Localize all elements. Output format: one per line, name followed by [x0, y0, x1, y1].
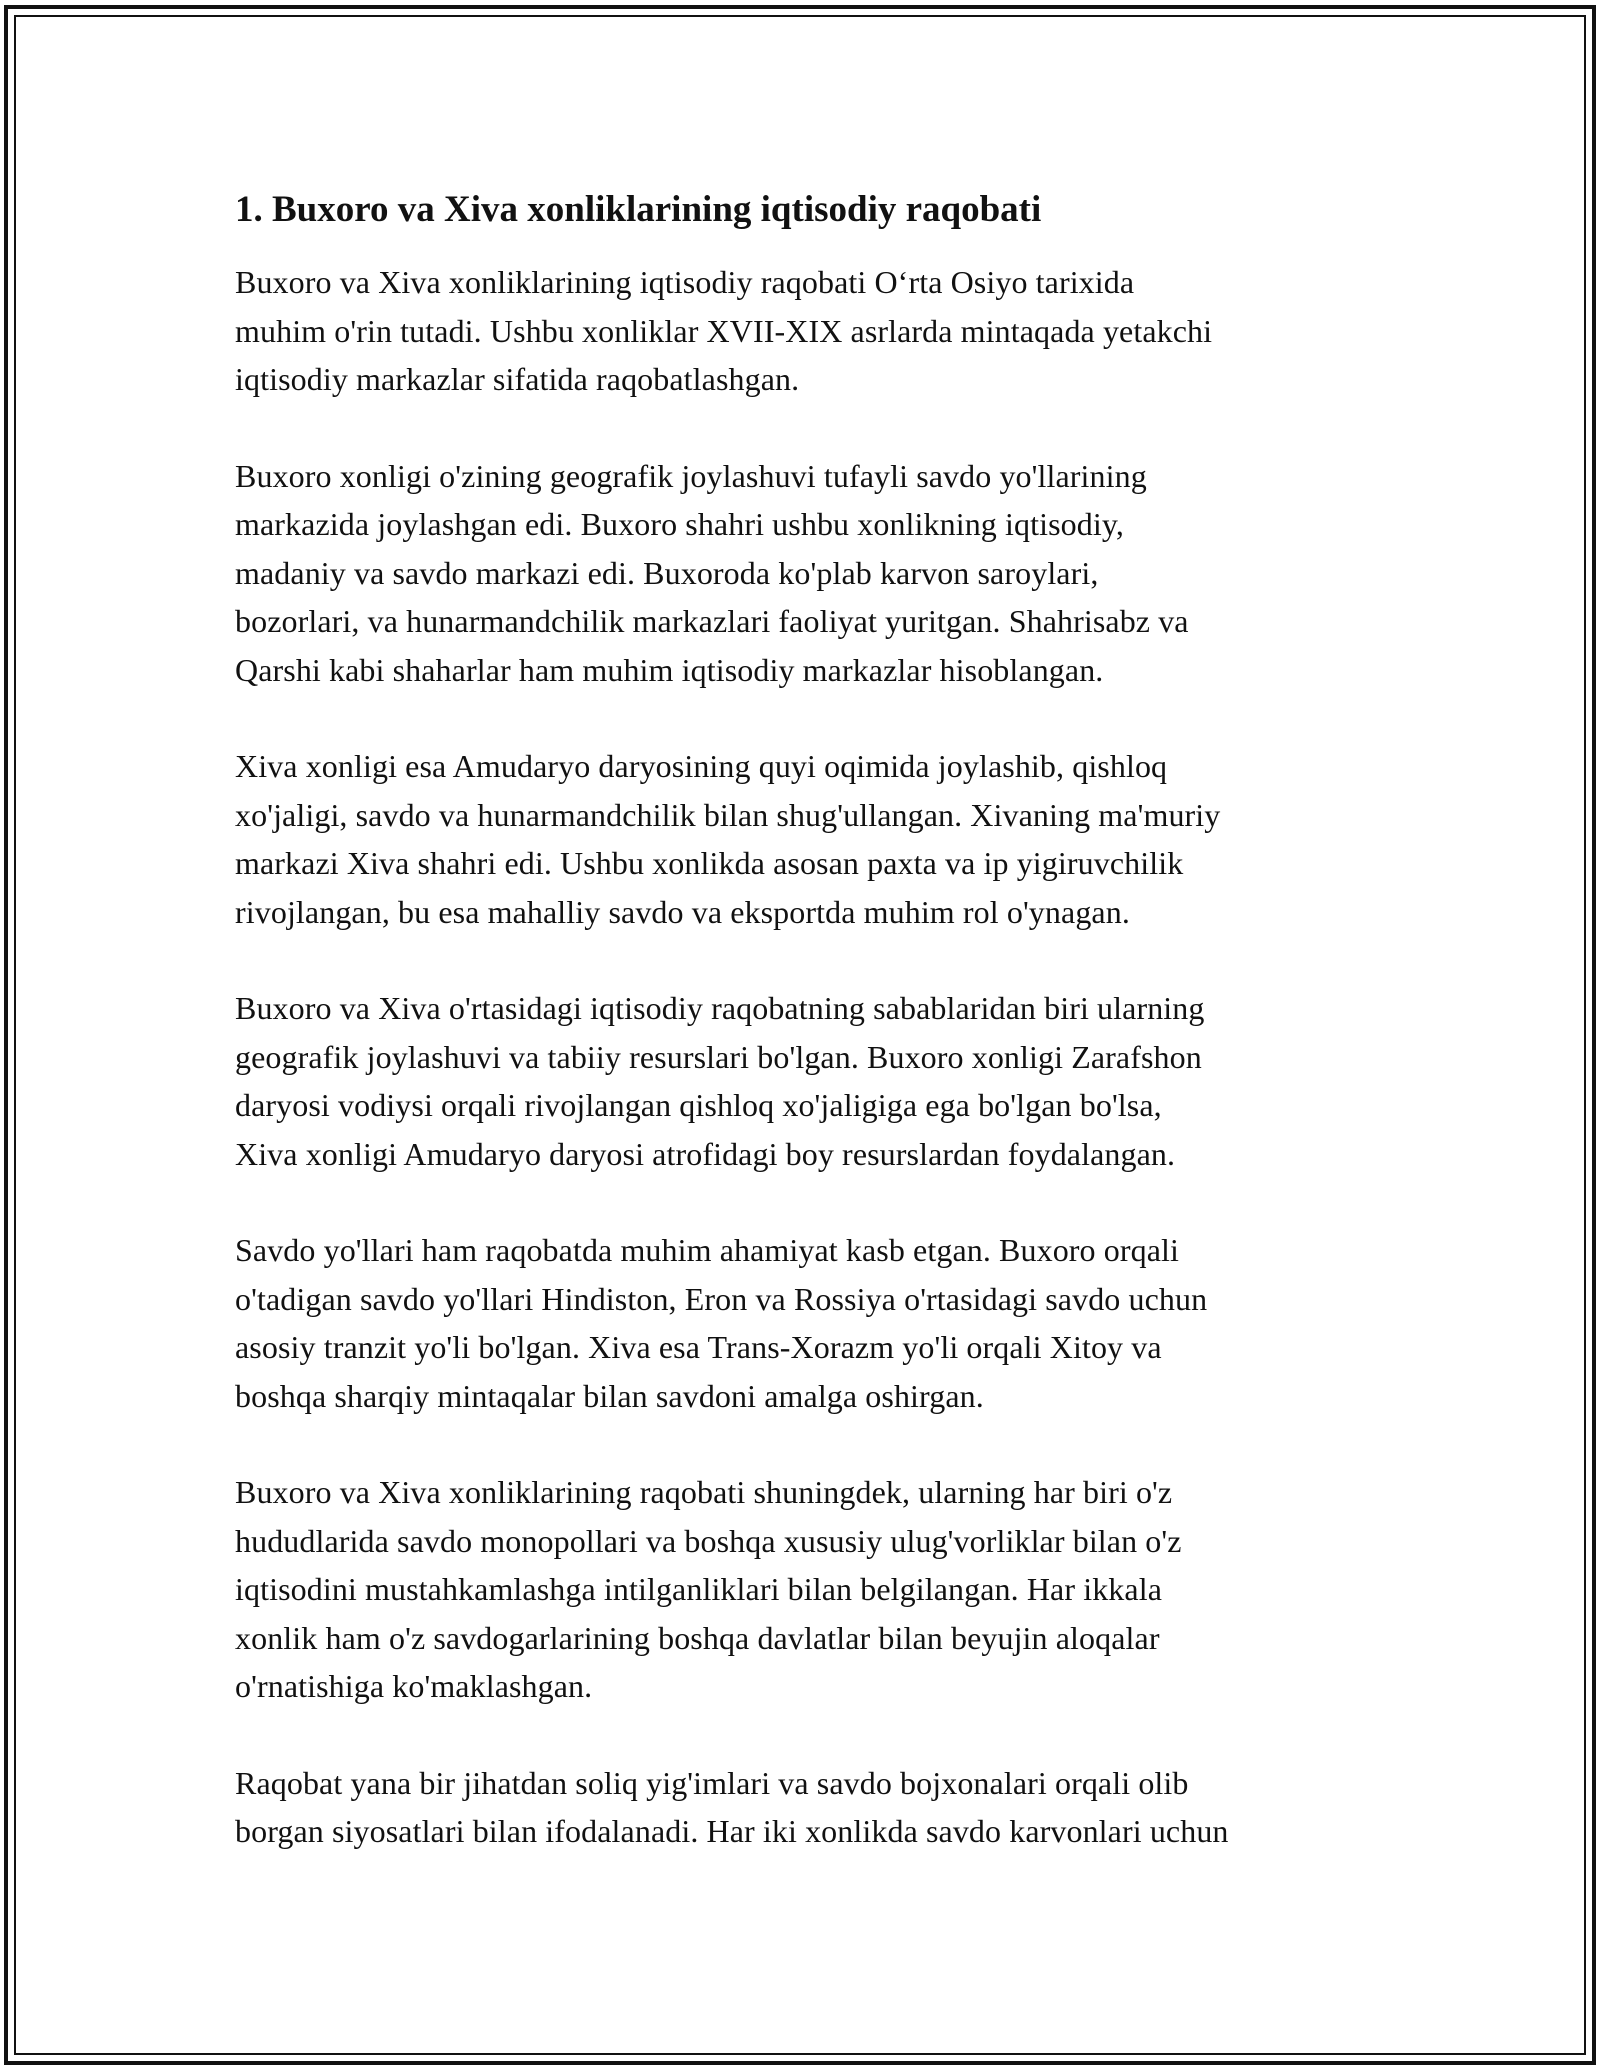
text-line: geografik joylashuvi va tabiiy resurslari bo'lgan. Buxoro xonligi Zarafshon — [235, 1038, 1202, 1075]
text-line: markazi Xiva shahri edi. Ushbu xonlikda asosan paxta va ip yigiruvchilik — [235, 845, 1184, 881]
text-line: Qarshi kabi shaharlar ham muhim iqtisodiy markazlar hisoblangan. — [235, 651, 1104, 688]
text-line: borgan siyosatlari bilan ifodalanadi. Har iki xonlikda savdo karvonlari uchun — [235, 1813, 1229, 1849]
paragraph-6 — [235, 1468, 1385, 1711]
text-line: markazida joylashgan edi. Buxoro shahri ushbu xonlikning iqtisodiy, — [235, 506, 1124, 542]
text-line: Raqobat yana bir jihatdan soliq yig'imlari va savdo bojxonalari orqali olib — [235, 1764, 1189, 1801]
paragraph-7 — [235, 1759, 1385, 1856]
document-body — [235, 186, 1385, 1904]
text-line: Buxoro va Xiva xonliklarining iqtisodiy raqobati O‘rta Osiyo tarixida — [235, 264, 1135, 300]
paragraph-3 — [235, 742, 1385, 936]
document-title: 1. Buxoro va Xiva xonliklarining iqtisodiy raqobati — [235, 189, 1042, 230]
text-line: iqtisodiy markazlar sifatida raqobatlashgan. — [235, 361, 800, 397]
text-line: muhim o'rin tutadi. Ushbu xonliklar XVII-XIX asrlarda mintaqada yetakchi — [235, 312, 1213, 349]
paragraph-1 — [235, 258, 1385, 404]
text-line: Xiva xonligi Amudaryo daryosi atrofidagi boy resurslardan foydalangan. — [235, 1135, 1176, 1172]
paragraph-4 — [235, 984, 1385, 1178]
text-line: Buxoro xonligi o'zining geografik joylashuvi tufayli savdo yo'llarining — [235, 457, 1147, 494]
text-line: boshqa sharqiy mintaqalar bilan savdoni amalga oshirgan. — [235, 1377, 984, 1414]
text-line: madaniy va savdo markazi edi. Buxoroda ko'plab karvon saroylari, — [235, 554, 1099, 591]
text-line: o'rnatishiga ko'maklashgan. — [235, 1668, 593, 1704]
text-line: Savdo yo'llari ham raqobatda muhim ahamiyat kasb etgan. Buxoro orqali — [235, 1232, 1179, 1268]
text-line: Xiva xonligi esa Amudaryo daryosining quyi oqimida joylashib, qishloq — [235, 748, 1168, 784]
text-line: asosiy tranzit yo'li bo'lgan. Xiva esa Trans-Xorazm yo'li orqali Xitoy va — [235, 1329, 1162, 1365]
text-line: Buxoro va Xiva xonliklarining raqobati shuningdek, ularning har biri o'z — [235, 1474, 1173, 1510]
text-line: hududlarida savdo monopollari va boshqa xususiy ulug'vorliklar bilan o'z — [235, 1522, 1182, 1559]
paragraph-2 — [235, 452, 1385, 695]
text-line: iqtisodini mustahkamlashga intilganliklari bilan belgilangan. Har ikkala — [235, 1571, 1162, 1607]
text-line: o'tadigan savdo yo'llari Hindiston, Eron va Rossiya o'rtasidagi savdo uchun — [235, 1280, 1208, 1317]
text-line: Buxoro va Xiva o'rtasidagi iqtisodiy raqobatning sabablaridan biri ularning — [235, 990, 1205, 1026]
text-line: xo'jaligi, savdo va hunarmandchilik bilan shug'ullangan. Xivaning ma'muriy — [235, 796, 1221, 833]
text-line: daryosi vodiysi orqali rivojlangan qishloq xo'jaligiga ega bo'lgan bo'lsa, — [235, 1087, 1162, 1123]
text-line: rivojlangan, bu esa mahalliy savdo va eksportda muhim rol o'ynagan. — [235, 893, 1130, 930]
text-line: bozorlari, va hunarmandchilik markazlari faoliyat yuritgan. Shahrisabz va — [235, 603, 1189, 639]
paragraph-5 — [235, 1226, 1385, 1420]
text-line: xonlik ham o'z savdogarlarining boshqa davlatlar bilan beyujin aloqalar — [235, 1619, 1160, 1656]
